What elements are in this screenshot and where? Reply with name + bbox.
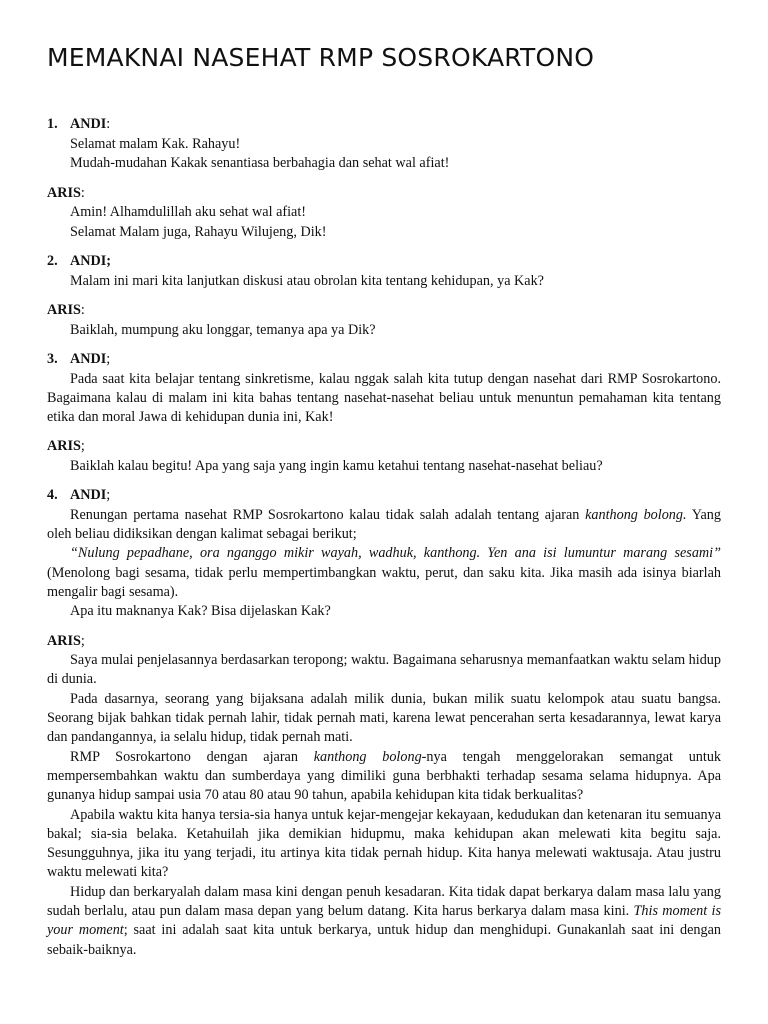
dialogue-line: Mudah-mudahan Kakak senantiasa berbahagia dan sehat wal afiat! [70, 155, 450, 171]
dialogue-entry-aris-1 [47, 184, 721, 243]
speaker-name: ANDI [70, 116, 107, 132]
dialogue-entry-andi-1 [47, 115, 721, 174]
speaker-line: ARIS: [47, 184, 85, 201]
dialogue-paragraph: RMP Sosrokartono dengan ajaran kanthong bolong-nya tengah menggelorakan semangat untuk mempersembahkan waktu dan sumberdaya yang dimiliki guna berbhakti terhadap sesama selama hidupnya. Apa gunanya hidup sampai usia 70 atau 80 atau 90 tahun, apabila kehidupan kita tidak berkualitas? [47, 748, 722, 804]
dialogue-line: Selamat Malam juga, Rahayu Wilujeng, Dik! [70, 223, 327, 240]
dialogue-paragraph: Hidup dan berkaryalah dalam masa kini dengan penuh kesadaran. Kita tidak dapat berkarya dalam masa lalu yang sudah berlalu, atau pun dalam masa depan yang belum datang. Kita harus berkarya dalam masa kini. This moment is your moment; saat ini adalah saat kita untuk berkarya, untuk hidup dan menghidupi. Gunakanlah saat ini dengan sebaik-baiknya. [47, 883, 721, 958]
speaker-name: ANDI; [70, 253, 111, 269]
dialogue-paragraph: Pada dasarnya, seorang yang bijaksana adalah milik dunia, bukan milik suatu kelompok atau suatu bangsa. Seorang bijak bahkan tidak pernah lahir, tidak pernah mati, karena lewat pencerahan serta kesadarannya, lewat karya dan pandangannya, ia selalu hidup, tidak pernah mati. [47, 690, 721, 746]
entry-number: 2. [47, 253, 58, 269]
dialogue-line: Baiklah, mumpung aku longgar, temanya apa ya Dik? [70, 321, 376, 338]
dialogue-entry-aris-2 [47, 301, 721, 340]
dialogue-entry-aris-3 [47, 437, 721, 476]
speaker-line: ARIS: [47, 302, 85, 318]
dialogue-paragraph: Pada saat kita belajar tentang sinkretisme, kalau nggak salah kita tutup dengan nasehat dari RMP Sosrokartono. Bagaimana kalau di malam ini kita bahas tentang nasehat-nasehat beliau untuk menuntun pemahaman kita tentang etika dan moral Jawa di kehidupan dunia ini, Kak! [47, 370, 721, 426]
speaker-name: ANDI [70, 351, 107, 367]
speaker-line: 3. ANDI; [47, 350, 721, 370]
quote-paragraph: “Nulung pepadhane, ora nganggo mikir wayah, wadhuk, kanthong. Yen ana isi lumuntur marang sesami” (Menolong bagi sesama, tidak perlu mempertimbangkan waktu, perut, dan saku kita. Jika masih ada isinya biarlah mengalir bagi sesama). [47, 545, 721, 601]
dialogue-paragraph: Saya mulai penjelasannya berdasarkan teropong; waktu. Bagaimana seharusnya memanfaatkan waktu selam hidup di dunia. [47, 652, 721, 688]
speaker-name: ANDI [70, 487, 107, 504]
speaker-line [47, 252, 721, 272]
speaker-line: ARIS; [47, 438, 85, 455]
speaker-name: ARIS [47, 184, 81, 201]
entry-number: 4. [47, 487, 58, 504]
entry-number: 3. [47, 351, 58, 367]
dialogue-paragraph: Apabila waktu kita hanya tersia-sia hanya untuk kejar-mengejar kekayaan, kedudukan dan ketenaran itu semuanya bakal; sia-sia belaka. Ketahuilah jika demikian hidupmu, maka kehidupan akan melewati kita begitu saja. Sesungguhnya, jika itu yang terjadi, itu artinya kita tidak pernah hidup. Kita hanya melewati waktusaja. Atau justru waktu melewati kita? [47, 806, 721, 881]
speaker-line: 1. ANDI: [47, 115, 721, 135]
dialogue-entry-andi-2 [47, 252, 721, 291]
speaker-name: ARIS [47, 632, 81, 649]
dialogue-line: Baiklah kalau begitu! Apa yang saja yang ingin kamu ketahui tentang nasehat-nasehat beliau? [70, 457, 603, 474]
dialogue [47, 115, 721, 960]
speaker-name: ARIS [47, 438, 81, 455]
dialogue-line: Selamat malam Kak. Rahayu! [70, 135, 241, 152]
entry-number: 1. [47, 116, 58, 132]
dialogue-entry-andi-4 [47, 486, 721, 621]
speaker-line: 4. ANDI; [47, 486, 721, 506]
document-title: MEMAKNAI NASEHAT RMP SOSROKARTONO [47, 43, 595, 72]
speaker-line: ARIS; [47, 632, 85, 649]
dialogue-entry-andi-3 [47, 350, 721, 427]
dialogue-line: Malam ini mari kita lanjutkan diskusi atau obrolan kita tentang kehidupan, ya Kak? [70, 272, 544, 289]
speaker-name: ARIS [47, 302, 81, 318]
dialogue-paragraph: Apa itu maknanya Kak? Bisa dijelaskan Kak? [70, 603, 331, 620]
dialogue-paragraph: Renungan pertama nasehat RMP Sosrokartono kalau tidak salah adalah tentang ajaran kanthong bolong. Yang oleh beliau didiksikan dengan kalimat sebagai berikut; [47, 506, 721, 543]
dialogue-entry-aris-4 [47, 632, 721, 960]
dialogue-line: Amin! Alhamdulillah aku sehat wal afiat! [70, 204, 306, 220]
